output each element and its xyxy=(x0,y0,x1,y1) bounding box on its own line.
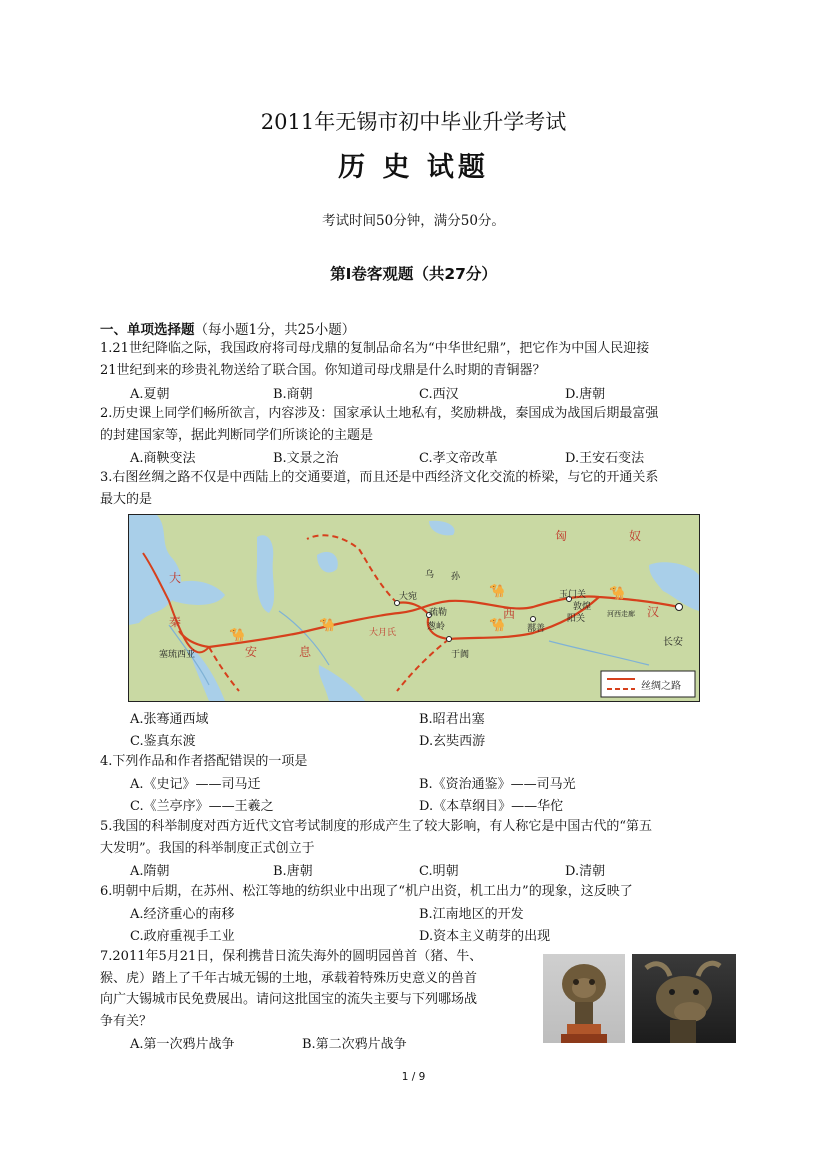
option: B.《资治通鉴》——司马光 xyxy=(419,777,576,792)
question-text: 的封建国家等，据此判断同学们所谈论的主题是 xyxy=(100,427,374,443)
section-name: 一、单项选择题 xyxy=(100,322,195,338)
question-3 xyxy=(100,467,728,510)
option: D.玄奘西游 xyxy=(419,734,486,749)
subject-title: 历 史 试题 xyxy=(338,152,489,183)
map-legend-label: 丝绸之路 xyxy=(641,681,681,692)
option: C.鉴真东渡 xyxy=(130,734,196,749)
option: A.隋朝 xyxy=(130,864,170,879)
question-4 xyxy=(100,751,728,773)
map-label: 安 xyxy=(245,645,258,659)
section-heading xyxy=(100,318,355,338)
option: B.第二次鸦片战争 xyxy=(302,1037,407,1052)
map-label: 大月氏 xyxy=(369,628,397,638)
option: A.《史记》——司马迁 xyxy=(130,777,261,792)
question-7 xyxy=(100,946,540,1032)
camel-icon: 🐪 xyxy=(489,618,506,633)
option: D.资本主义萌芽的出现 xyxy=(419,929,551,944)
map-label: 葱岭 xyxy=(427,622,446,632)
map-label: 匈 xyxy=(555,529,568,543)
aral-sea xyxy=(317,552,338,573)
map-label: 疏勒 xyxy=(429,608,448,618)
camel-icon: 🐪 xyxy=(489,584,506,599)
caspian-sea xyxy=(257,535,275,613)
option: A.夏朝 xyxy=(130,387,170,402)
camel-icon: 🐪 xyxy=(229,628,246,643)
question-text: 2.历史课上同学们畅所欲言，内容涉及：国家承认土地私有，奖励耕战，秦国成为战国后期最富强 xyxy=(100,406,659,421)
option: B.商朝 xyxy=(273,387,313,402)
question-text: 猴、虎）踏上了千年古城无锡的土地，承载着特殊历史意义的兽首 xyxy=(100,970,478,986)
map-label: 奴 xyxy=(629,529,642,543)
question-text: 大发明”。我国的科举制度正式创立于 xyxy=(100,840,315,856)
page-number: 1 / 9 xyxy=(401,1071,426,1083)
option: B.文景之治 xyxy=(273,451,339,466)
question-text: 向广大锡城市民免费展出。请问这批国宝的流失主要与下列哪场战 xyxy=(100,992,478,1007)
question-text: 5.我国的科举制度对西方近代文官考试制度的形成产生了较大影响，有人称它是中国古代的“第五 xyxy=(100,819,653,834)
question-text: 7.2011年5月21日，保利携昔日流失海外的圆明园兽首（猪、牛、 xyxy=(100,949,483,964)
map-label: 敦煌 xyxy=(573,602,592,612)
question-text: 1.21世纪降临之际，我国政府将司母戊鼎的复制品命名为“中华世纪鼎”，把它作为中国人民迎接 xyxy=(100,341,650,356)
option: C.西汉 xyxy=(419,387,459,402)
map-label: 鄯善 xyxy=(527,624,546,634)
option: A.经济重心的南移 xyxy=(130,907,235,922)
map-label: 长安 xyxy=(663,637,683,648)
map-label: 塞琉西亚 xyxy=(159,650,196,660)
map-label: 河西走廊 xyxy=(607,610,635,618)
map-label: 大宛 xyxy=(399,592,418,602)
option: D.清朝 xyxy=(565,864,606,879)
option: A.张骞通西域 xyxy=(130,712,209,727)
question-text: 争有关？ xyxy=(100,1013,153,1029)
map-label: 大 xyxy=(169,571,182,585)
map-label: 汉 xyxy=(647,605,660,619)
option: A.第一次鸦片战争 xyxy=(130,1037,235,1052)
silk-road-map xyxy=(128,514,700,702)
option: C.政府重视手工业 xyxy=(130,929,235,944)
option: B.昭君出塞 xyxy=(419,712,485,727)
ox-head-photo xyxy=(632,954,736,1043)
exam-title: 2011年无锡市初中毕业升学考试 xyxy=(260,110,567,134)
map-graphic xyxy=(129,515,699,701)
map-label: 乌 xyxy=(425,570,435,580)
map-label: 孙 xyxy=(451,572,461,582)
section-note: （每小题1分，共25小题） xyxy=(194,322,356,338)
map-label: 秦 xyxy=(169,615,182,629)
option: D.《本草纲目》——华佗 xyxy=(419,799,564,814)
lake-balkhash xyxy=(429,521,455,536)
question-2 xyxy=(100,403,728,446)
camel-icon: 🐪 xyxy=(609,586,626,601)
option: C.孝文帝改革 xyxy=(419,451,498,466)
question-text: 21世纪到来的珍贵礼物送给了联合国。你知道司母戊鼎是什么时期的青铜器？ xyxy=(100,362,546,378)
question-text: 3.右图丝绸之路不仅是中西陆上的交通要道，而且还是中西经济文化交流的桥梁，与它的开通关系 xyxy=(100,470,659,485)
question-text: 6.明朝中后期，在苏州、松江等地的纺织业中出现了“机户出资，机工出力”的现象，这反映了 xyxy=(100,884,633,899)
option: D.唐朝 xyxy=(565,387,606,402)
map-label: 阳关 xyxy=(567,614,586,624)
option: C.明朝 xyxy=(419,864,459,879)
option: A.商鞅变法 xyxy=(130,451,196,466)
persian-gulf xyxy=(319,665,365,701)
exam-info: 考试时间50分钟，满分50分。 xyxy=(322,213,505,229)
option: B.唐朝 xyxy=(273,864,313,879)
question-5 xyxy=(100,816,728,859)
question-1 xyxy=(100,338,728,381)
option: B.江南地区的开发 xyxy=(419,907,524,922)
map-label: 息 xyxy=(299,645,312,659)
question-text: 4.下列作品和作者搭配错误的一项是 xyxy=(100,754,308,769)
map-label: 于阗 xyxy=(451,650,470,660)
camel-icon: 🐪 xyxy=(319,618,336,633)
question-text: 最大的是 xyxy=(100,491,153,507)
map-label: 西 xyxy=(503,607,516,621)
option: C.《兰亭序》——王羲之 xyxy=(130,799,274,814)
map-label: 玉门关 xyxy=(559,590,587,600)
monkey-head-photo xyxy=(543,954,625,1043)
question-6 xyxy=(100,881,728,903)
option: D.王安石变法 xyxy=(565,451,645,466)
part-title: 第Ⅰ卷客观题（共27分） xyxy=(330,265,497,283)
